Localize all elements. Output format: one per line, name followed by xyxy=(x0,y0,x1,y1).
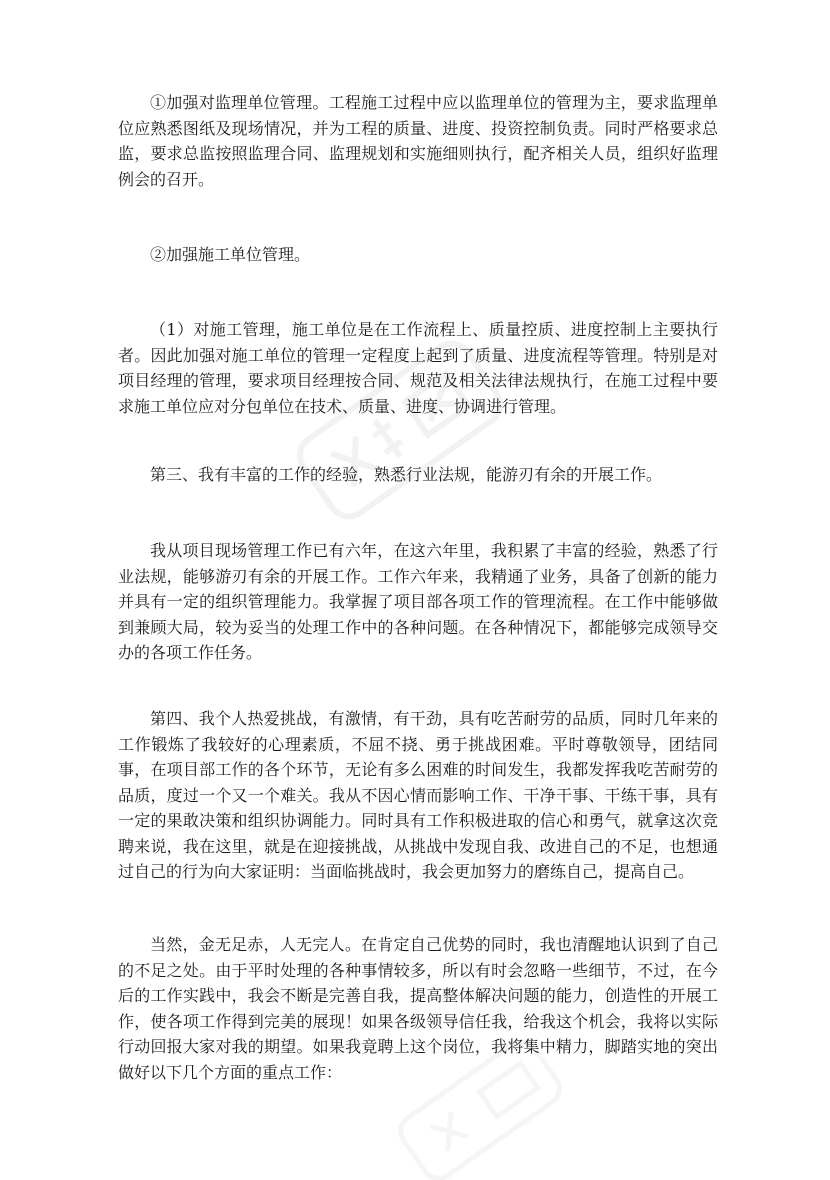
paragraph-experience: 我从项目现场管理工作已有六年，在这六年里，我积累了丰富的经验，熟悉了行业法规，能够游刃有余的开展工作。工作六年来，我精通了业务，具备了创新的能力并具有一定的组织管理能力。我掌握了项目部各项工作的管理流程。在工作中能够做到兼顾大局，较为妥当的处理工作中的各种问题。在各种情况下，都能够完成领导交办的各项工作任务。 xyxy=(118,541,718,662)
paragraph-construction-management: （1）对施工管理，施工单位是在工作流程上、质量控质、进度控制上主要执行者。因此加强对施工单位的管理一定程度上起到了质量、进度流程等管理。特别是对项目经理的管理，要求项目经理按合同、规范及相关法律法规执行，在施工过程中要求施工单位应对分包单位在技术、质量、进度、协调进行管理。 xyxy=(118,320,718,416)
paragraph-third-point: 第三、我有丰富的工作的经验，熟悉行业法规，能游刃有余的开展工作。 xyxy=(150,465,663,484)
paragraph-construction-unit-heading: ②加强施工单位管理。 xyxy=(150,245,311,264)
paragraph-fourth-point: 第四、我个人热爱挑战，有激情，有干劲，具有吃苦耐劳的品质，同时几年来的工作锻炼了我较好的心理素质，不屈不挠、勇于挑战困难。平时尊敬领导，团结同事，在项目部工作的各个环节，无论有多么困难的时间发生，我都发挥我吃苦耐劳的品质，度过一个又一个难关。我从不因心情而影响工作、干净干事、干练干事，具有一定的果敢决策和组织协调能力。同时具有工作积极进取的信心和勇气，就拿这次竞聘来说，我在这里，就是在迎接挑战，从挑战中发现自我、改进自己的不足，也想通过自己的行为向大家证明：当面临挑战时，我会更加努力的磨练自己，提高自己。 xyxy=(118,709,718,881)
paragraph-supervision-management: ①加强对监理单位管理。工程施工过程中应以监理单位的管理为主，要求监理单位应熟悉图纸及现场情况，并为工程的质量、进度、投资控制负责。同时严格要求总监，要求总监按照监理合同、监理规划和实施细则执行，配齐相关人员，组织好监理例会的召开。 xyxy=(118,93,718,189)
paragraph-self-assessment: 当然，金无足赤，人无完人。在肯定自己优势的同时，我也清醒地认识到了自己的不足之处。由于平时处理的各种事情较多，所以有时会忽略一些细节，不过，在今后的工作实践中，我会不断是完善自我，提高整体解决问题的能力，创造性的开展工作，使各项工作得到完美的展现！如果各级领导信任我，给我这个机会，我将以实际行动回报大家对我的期望。如果我竟聘上这个岗位，我将集中精力，脚踏实地的突出做好以下几个方面的重点工作： xyxy=(118,935,718,1082)
